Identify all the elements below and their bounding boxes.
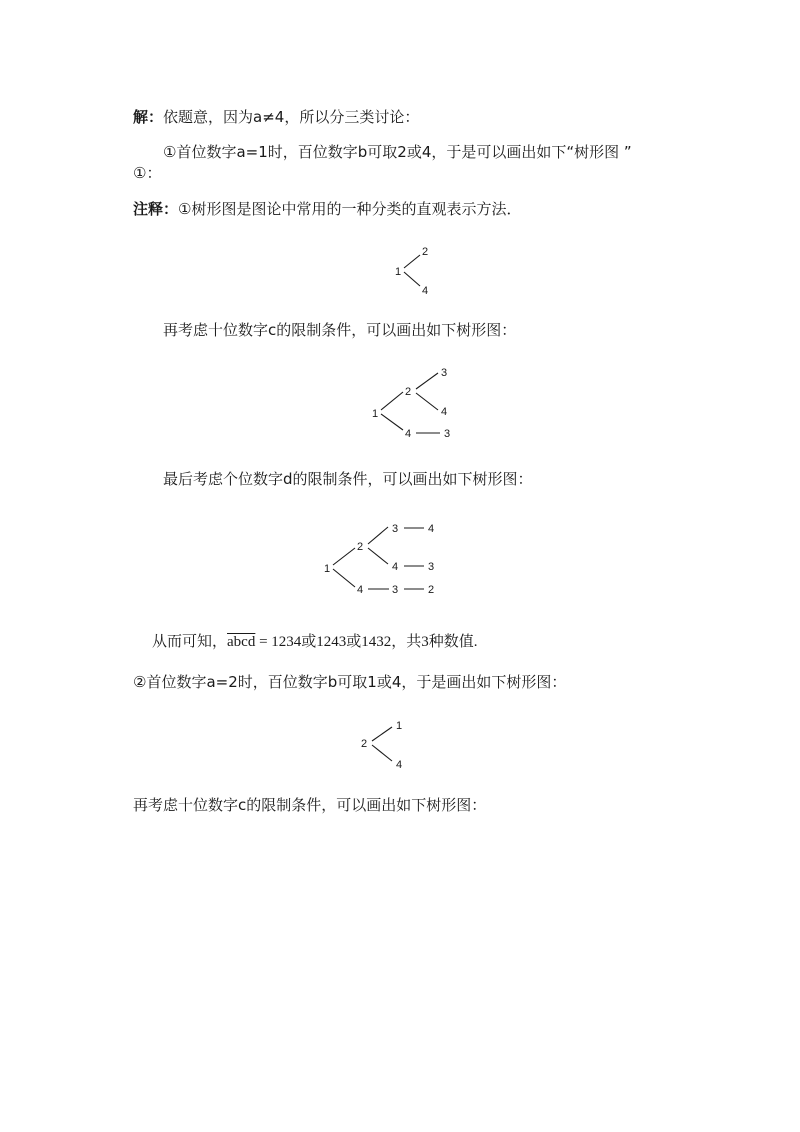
tree1-edge-lower (404, 272, 420, 286)
tree3-edge-root-upper (333, 548, 355, 565)
conclusion-number: abcd (227, 634, 256, 650)
tree2-root: 1 (372, 408, 379, 420)
conclusion-prefix: 从而可知， (152, 632, 228, 650)
units-text: 最后考虑个位数字d的限制条件，可以画出如下树形图： (163, 470, 533, 488)
tree3-edge-root-lower (333, 569, 355, 587)
tree2-edge-root-lower (381, 414, 403, 430)
tree1-branch-lower: 4 (422, 285, 429, 297)
tree-diagram-4 (358, 713, 418, 775)
case2-line: ②首位数字a=2时，百位数字b可取1或4，于是画出如下树形图： (133, 673, 567, 691)
tree4-root: 2 (361, 738, 368, 750)
tree2-edge-root-upper (381, 392, 403, 410)
tree4-edge-upper (372, 727, 392, 741)
tree4-branch-upper: 1 (396, 720, 403, 732)
tree1-edge-upper (404, 255, 420, 268)
tree3-mid-upper: 2 (357, 541, 364, 553)
tree4-branch-lower: 4 (396, 759, 403, 771)
tree2-leaf-b: 3 (444, 428, 451, 440)
tree3-leaf-a1: 4 (428, 523, 435, 535)
solution-label: 解： (133, 108, 164, 126)
tree2-leaf-a2: 4 (441, 406, 448, 418)
tree3-mid-lower: 4 (357, 584, 364, 596)
tree2-edge-mid-upper-a (416, 373, 438, 389)
tree-diagram-3 (322, 515, 452, 600)
note-label: 注释： (133, 200, 179, 218)
tree2-mid-lower: 4 (405, 428, 412, 440)
solution-intro: 依题意，因为a≠4，所以分三类讨论： (163, 108, 420, 126)
tree2-mid-upper: 2 (405, 386, 412, 398)
tree3-node-a2: 4 (392, 561, 399, 573)
tree3-node-a1: 3 (392, 523, 399, 535)
note-line (133, 199, 521, 219)
case1-line2: ①： (133, 164, 162, 182)
case1-line1: ①首位数字a=1时，百位数字b可取2或4，于是可以画出如下“树形图 ” (163, 143, 632, 161)
tree3-root: 1 (324, 563, 331, 575)
tree3-leaf-b3: 2 (428, 584, 435, 596)
tree3-edge-mid-a-upper (368, 527, 388, 544)
tree4-edge-lower (372, 745, 392, 761)
tree1-root: 1 (395, 266, 402, 278)
tree1-branch-upper: 2 (422, 246, 429, 258)
tree3-leaf-a2: 3 (428, 561, 435, 573)
tree2-leaf-a1: 3 (441, 367, 448, 379)
tree-diagram-2 (370, 362, 470, 442)
tree2-edge-mid-upper-b (416, 393, 438, 410)
tree3-node-b2: 3 (392, 584, 399, 596)
tens-text-2: 再考虑十位数字c的限制条件，可以画出如下树形图： (133, 796, 487, 814)
solution-line (133, 107, 419, 127)
conclusion-suffix: = 1234或1243或1432，共3种数值. (255, 634, 478, 650)
conclusion-line (152, 631, 478, 652)
note-text: ①树形图是图论中常用的一种分类的直观表示方法． (178, 200, 522, 218)
tens-text: 再考虑十位数字c的限制条件，可以画出如下树形图： (163, 321, 517, 339)
tree-diagram-1 (380, 238, 440, 298)
tree3-edge-mid-a-lower (368, 548, 388, 564)
